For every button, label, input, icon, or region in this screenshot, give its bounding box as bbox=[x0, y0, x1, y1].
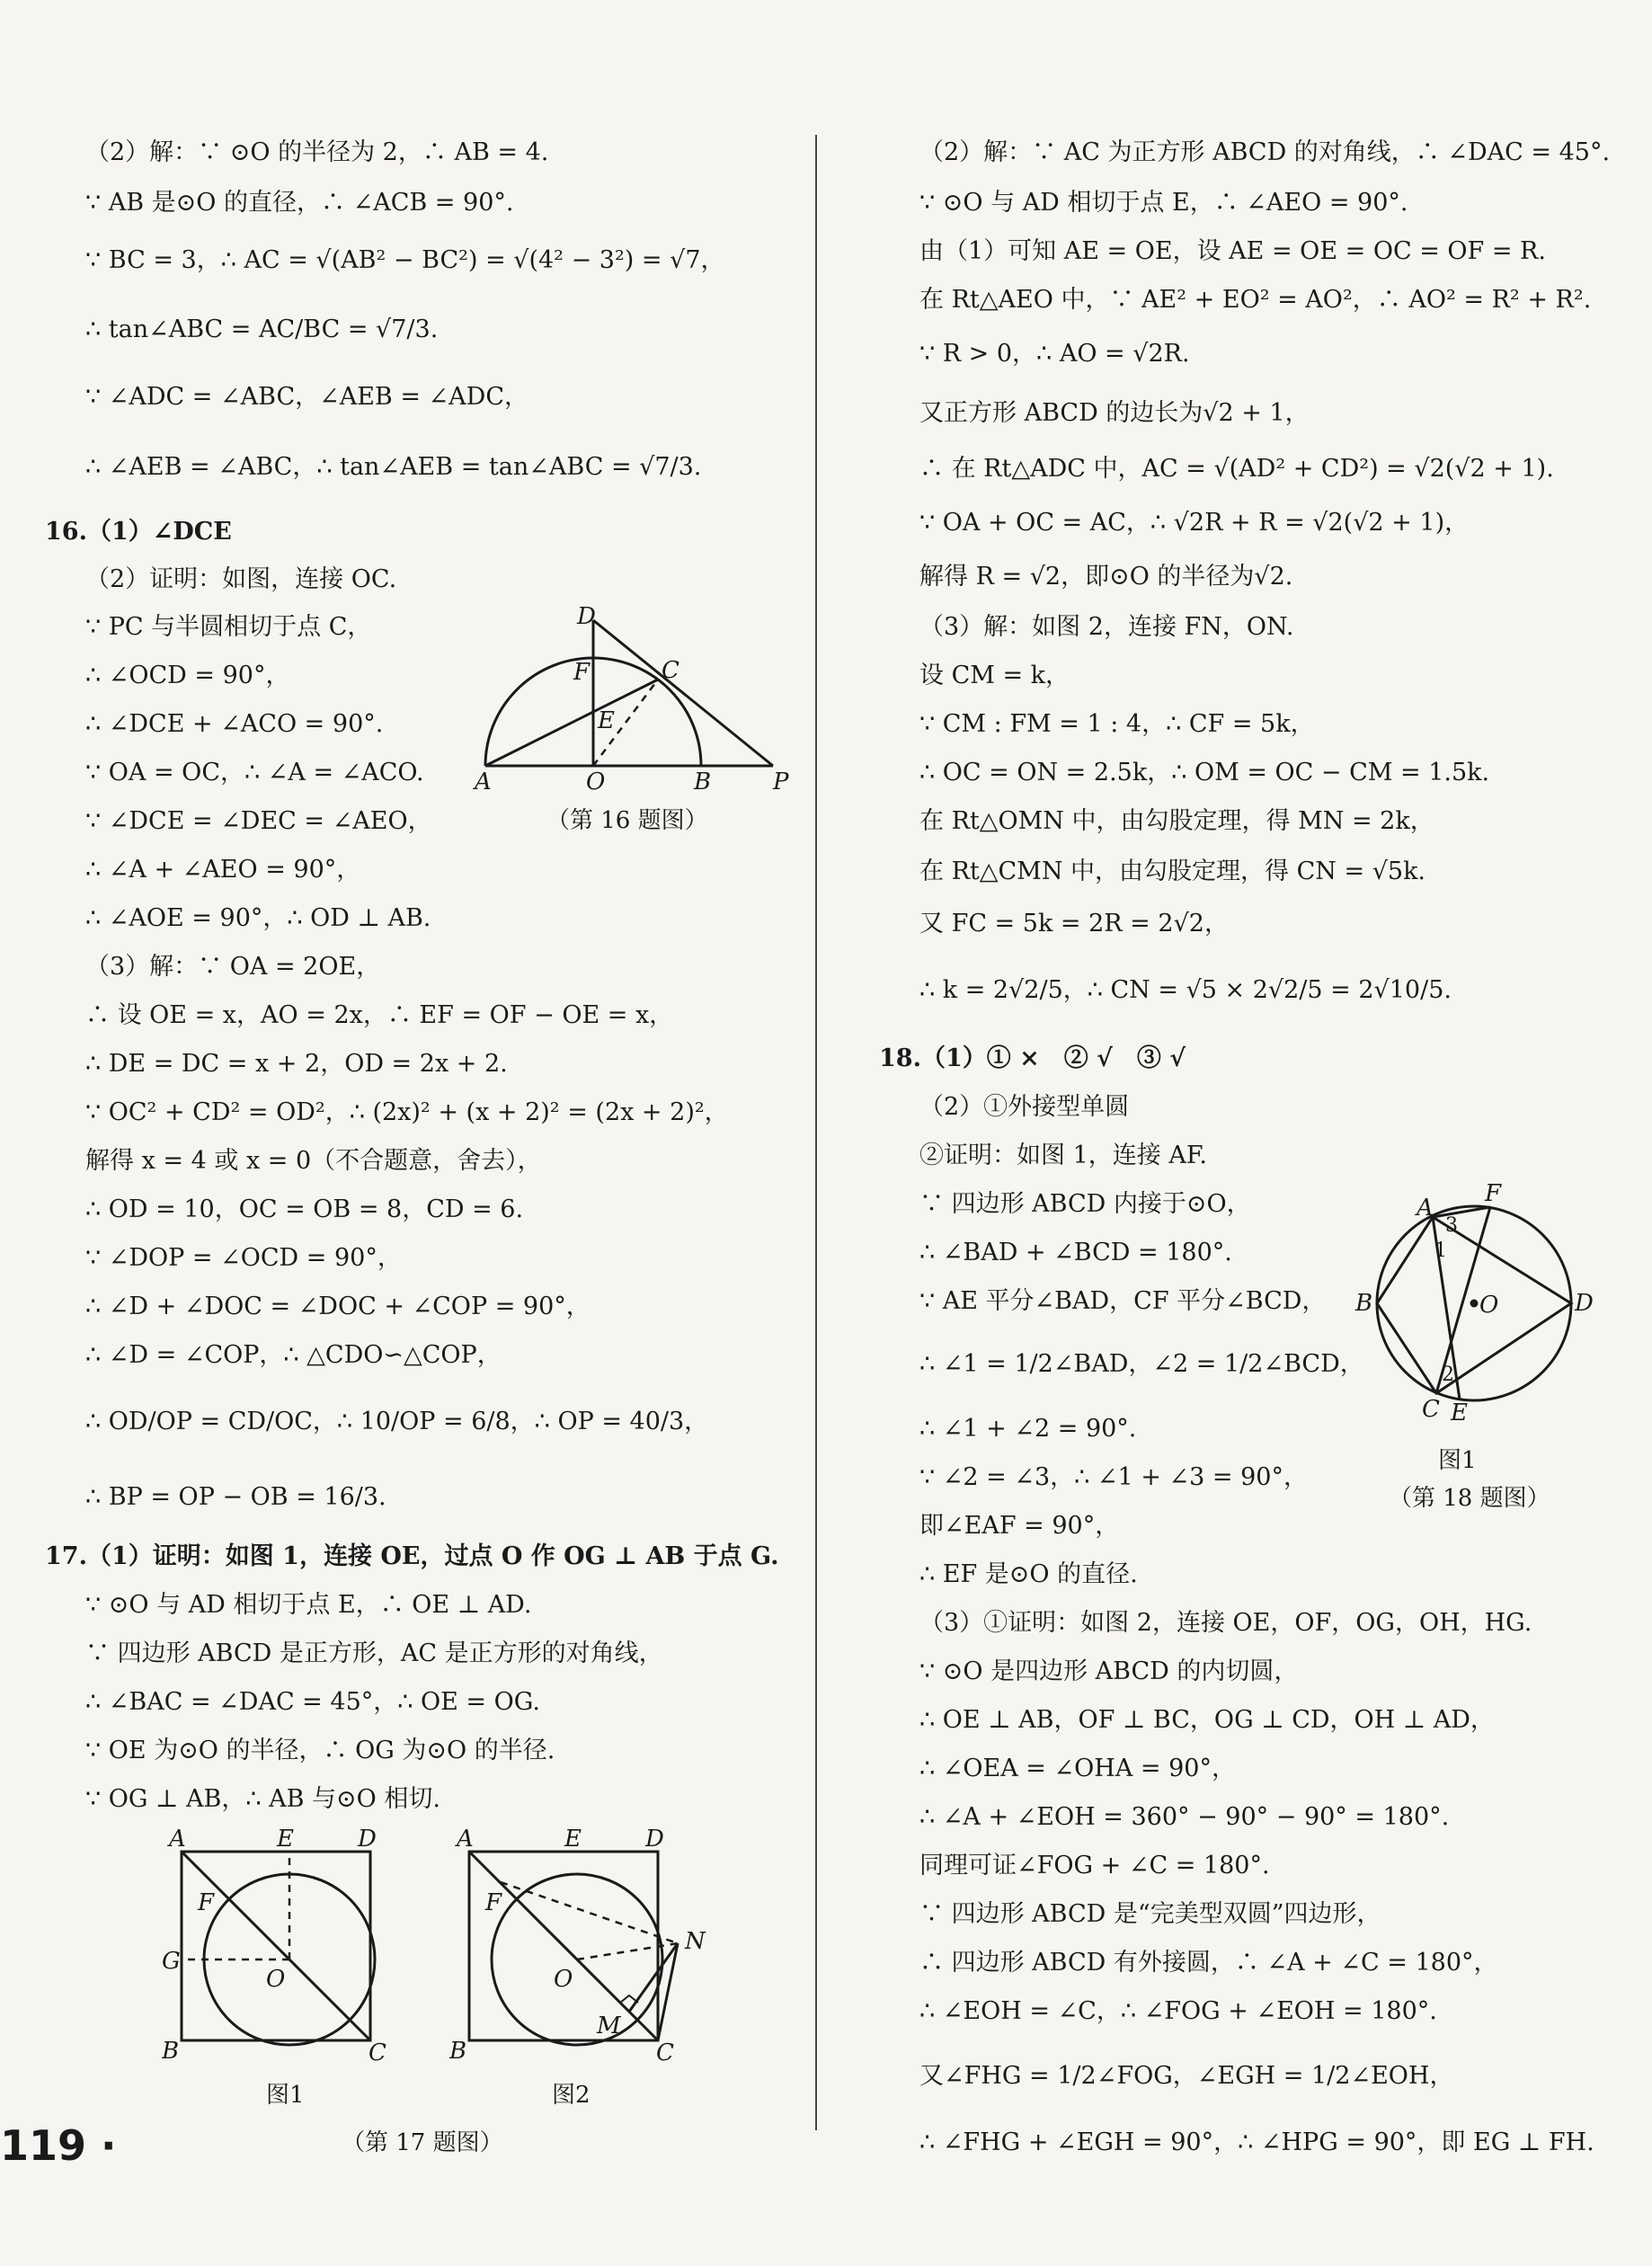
text-line: ∴ ∠EOH = ∠C，∴ ∠FOG + ∠EOH = 180°. bbox=[919, 1997, 1437, 2025]
text-line: （2）①外接型单圆 bbox=[919, 1093, 1130, 1121]
label-f: F bbox=[485, 1889, 502, 1916]
label-1: 1 bbox=[1434, 1240, 1447, 1262]
text-line: ∴ ∠OCD = 90°， bbox=[85, 662, 290, 689]
problem-18-heading: 18.（1）① × ② √ ③ √ bbox=[879, 1044, 1186, 1072]
figure-16 bbox=[467, 604, 800, 793]
text-line: ∵ ∠DCE = ∠DEC = ∠AEO， bbox=[85, 807, 432, 835]
label-c: C bbox=[656, 2039, 674, 2066]
label-e: E bbox=[564, 1826, 582, 1853]
label-3: 3 bbox=[1445, 1214, 1458, 1237]
text-line: ∵ CM : FM = 1 : 4，∴ CF = 5k， bbox=[919, 710, 1315, 738]
label-b: B bbox=[694, 769, 712, 793]
text-line: ∴ ∠AOE = 90°，∴ OD ⊥ AB. bbox=[85, 904, 431, 932]
label-d: D bbox=[358, 1826, 377, 1853]
diagonal-ac bbox=[469, 1852, 658, 2040]
text-line: 在 Rt△OMN 中，由勾股定理，得 MN = 2k， bbox=[919, 807, 1434, 835]
segment-fn bbox=[501, 1882, 678, 1943]
text-line: ∴ ∠FHG + ∠EGH = 90°，∴ ∠HPG = 90°，即 EG ⊥ FH. bbox=[919, 2128, 1594, 2156]
text-line: ∴ 四边形 ABCD 有外接圆，∴ ∠A + ∠C = 180°， bbox=[919, 1949, 1498, 1977]
figure-17-caption: （第 17 题图） bbox=[342, 2129, 503, 2156]
label-a: A bbox=[1417, 1195, 1434, 1222]
text-line: ∵ PC 与半圆相切于点 C， bbox=[85, 613, 372, 641]
label-o: O bbox=[266, 1966, 286, 1993]
text-line: （3）①证明：如图 2，连接 OE，OF，OG，OH，HG. bbox=[919, 1609, 1532, 1637]
text-line: ∴ ∠DCE + ∠ACO = 90°. bbox=[85, 710, 384, 738]
label-f: F bbox=[1485, 1180, 1502, 1207]
figure-18-caption: （第 18 题图） bbox=[1389, 1485, 1550, 1512]
label-2: 2 bbox=[1442, 1364, 1454, 1386]
tangent-dp bbox=[593, 620, 773, 766]
text-line: ∵ 四边形 ABCD 内接于⊙O， bbox=[919, 1190, 1251, 1218]
text-line: ∵ BC = 3，∴ AC = √(AB² − BC²) = √(4² − 3²) = √7， bbox=[85, 246, 725, 274]
figure-17-sub2: 图2 bbox=[552, 2082, 591, 2109]
label-d: D bbox=[645, 1826, 664, 1853]
text-line: 又 FC = 5k = 2R = 2√2， bbox=[919, 910, 1229, 938]
text-line: （3）解：如图 2，连接 FN，ON. bbox=[919, 613, 1294, 641]
label-b: B bbox=[1355, 1290, 1373, 1317]
text-line: ∵ OE 为⊙O 的半径，∴ OG 为⊙O 的半径. bbox=[85, 1737, 555, 1764]
right-angle-mark bbox=[620, 1995, 638, 2003]
text-line: ∵ 四边形 ABCD 是“完美型双圆”四边形， bbox=[919, 1900, 1381, 1928]
text-line: ∵ ⊙O 是四边形 ABCD 的内切圆， bbox=[919, 1657, 1299, 1685]
text-line: （2）解：∵ AC 为正方形 ABCD 的对角线，∴ ∠DAC = 45°. bbox=[919, 138, 1611, 166]
label-g: G bbox=[162, 1948, 181, 1975]
center-dot bbox=[1471, 1301, 1477, 1306]
label-d: D bbox=[577, 604, 596, 630]
label-e: E bbox=[598, 707, 615, 734]
page-number: 119 · bbox=[0, 2121, 117, 2170]
text-line: ∵ ∠DOP = ∠OCD = 90°， bbox=[85, 1244, 402, 1272]
label-c: C bbox=[369, 2039, 386, 2066]
label-f: F bbox=[198, 1889, 215, 1916]
text-line: ∴ OD = 10，OC = OB = 8，CD = 6. bbox=[85, 1195, 524, 1223]
label-o: O bbox=[1479, 1292, 1499, 1319]
text-line: （3）解：∵ OA = 2OE， bbox=[85, 953, 381, 981]
label-a: A bbox=[169, 1826, 186, 1853]
text-line: ∴ ∠OEA = ∠OHA = 90°， bbox=[919, 1755, 1236, 1782]
text-line: ∵ 四边形 ABCD 是正方形，AC 是正方形的对角线， bbox=[85, 1640, 663, 1667]
figure-16-caption: （第 16 题图） bbox=[546, 807, 708, 834]
text-line: ②证明：如图 1，连接 AF. bbox=[919, 1142, 1207, 1169]
text-line: （2）证明：如图，连接 OC. bbox=[85, 565, 397, 593]
text-line: ∴ ∠1 + ∠2 = 90°. bbox=[919, 1415, 1137, 1443]
text-line: ∴ k = 2√2/5，∴ CN = √5 × 2√2/5 = 2√10/5. bbox=[919, 976, 1452, 1004]
text-line: ∵ ∠ADC = ∠ABC，∠AEB = ∠ADC， bbox=[85, 383, 528, 411]
label-o: O bbox=[586, 769, 606, 793]
label-p: P bbox=[773, 769, 789, 793]
text-line: 又正方形 ABCD 的边长为√2 + 1， bbox=[919, 399, 1310, 427]
label-f: F bbox=[573, 659, 591, 686]
text-line: ∴ ∠BAD + ∠BCD = 180°. bbox=[919, 1239, 1232, 1266]
text-line: 在 Rt△AEO 中，∵ AE² + EO² = AO²，∴ AO² = R² + R². bbox=[919, 286, 1592, 314]
label-b: B bbox=[449, 2038, 467, 2065]
text-line: ∴ ∠1 = 1/2∠BAD，∠2 = 1/2∠BCD， bbox=[919, 1350, 1364, 1378]
text-line: ∴ ∠D + ∠DOC = ∠DOC + ∠COP = 90°， bbox=[85, 1293, 591, 1320]
text-line: ∴ ∠BAC = ∠DAC = 45°，∴ OE = OG. bbox=[85, 1688, 540, 1716]
figure-18 bbox=[1339, 1177, 1609, 1438]
figure-17-sub1: 图1 bbox=[266, 2082, 305, 2109]
text-line: ∴ BP = OP − OB = 16/3. bbox=[85, 1483, 386, 1511]
text-line: 又∠FHG = 1/2∠FOG，∠EGH = 1/2∠EOH， bbox=[919, 2062, 1454, 2090]
label-e: E bbox=[1451, 1400, 1468, 1426]
text-line: ∴ 设 OE = x，AO = 2x，∴ EF = OF − OE = x， bbox=[85, 1001, 674, 1029]
text-line: ∵ R > 0，∴ AO = √2R. bbox=[919, 340, 1190, 368]
figure-17-1 bbox=[162, 1825, 395, 2067]
label-b: B bbox=[162, 2038, 180, 2065]
text-line: 即∠EAF = 90°， bbox=[919, 1512, 1120, 1540]
text-line: ∴ OE ⊥ AB，OF ⊥ BC，OG ⊥ CD，OH ⊥ AD， bbox=[919, 1706, 1495, 1734]
text-line: ∵ OA + OC = AC，∴ √2R + R = √2(√2 + 1)， bbox=[919, 509, 1470, 537]
text-line: ∵ OA = OC，∴ ∠A = ∠ACO. bbox=[85, 759, 424, 786]
label-a: A bbox=[475, 769, 492, 793]
label-m: M bbox=[597, 2013, 621, 2039]
text-line: 在 Rt△CMN 中，由勾股定理，得 CN = √5k. bbox=[919, 858, 1426, 885]
label-e: E bbox=[277, 1826, 294, 1853]
text-line: 由（1）可知 AE = OE，设 AE = OE = OC = OF = R. bbox=[919, 237, 1546, 265]
column-divider bbox=[815, 135, 817, 2130]
text-line: ∴ DE = DC = x + 2，OD = 2x + 2. bbox=[85, 1050, 508, 1078]
label-n: N bbox=[685, 1928, 706, 1955]
text-line: ∴ OD/OP = CD/OC，∴ 10/OP = 6/8，∴ OP = 40/3， bbox=[85, 1408, 709, 1435]
label-c: C bbox=[662, 657, 679, 684]
text-line: ∵ OG ⊥ AB，∴ AB 与⊙O 相切. bbox=[85, 1785, 440, 1813]
text-line: ∴ ∠A + ∠AEO = 90°， bbox=[85, 856, 361, 884]
label-d: D bbox=[1575, 1290, 1594, 1317]
text-line: ∵ ⊙O 与 AD 相切于点 E，∴ OE ⊥ AD. bbox=[85, 1591, 532, 1619]
text-line: 同理可证∠FOG + ∠C = 180°. bbox=[919, 1852, 1270, 1879]
problem-17-heading: 17.（1）证明：如图 1，连接 OE，过点 O 作 OG ⊥ AB 于点 G. bbox=[45, 1542, 779, 1570]
problem-16-heading: 16.（1）∠DCE bbox=[45, 518, 232, 546]
text-line: 解得 x = 4 或 x = 0（不合题意，舍去）， bbox=[85, 1147, 542, 1175]
text-line: ∴ 在 Rt△ADC 中，AC = √(AD² + CD²) = √2(√2 + 1). bbox=[919, 455, 1554, 483]
figure-17-2 bbox=[449, 1825, 719, 2067]
text-line: ∴ tan∠ABC = AC/BC = √7/3. bbox=[85, 315, 439, 343]
text-line: ∴ OC = ON = 2.5k，∴ OM = OC − CM = 1.5k. bbox=[919, 759, 1490, 786]
text-line: 解得 R = √2，即⊙O 的半径为√2. bbox=[919, 563, 1293, 591]
text-line: ∵ ∠2 = ∠3，∴ ∠1 + ∠3 = 90°， bbox=[919, 1463, 1308, 1491]
text-line: ∴ ∠AEB = ∠ABC，∴ tan∠AEB = tan∠ABC = √7/3. bbox=[85, 453, 702, 481]
text-line: 设 CM = k， bbox=[919, 662, 1070, 689]
text-line: ∴ EF 是⊙O 的直径. bbox=[919, 1560, 1138, 1588]
label-c: C bbox=[1422, 1396, 1440, 1423]
text-line: ∴ ∠A + ∠EOH = 360° − 90° − 90° = 180°. bbox=[919, 1803, 1450, 1831]
text-line: ∴ ∠D = ∠COP，∴ △CDO∽△COP， bbox=[85, 1341, 502, 1369]
text-line: ∵ ⊙O 与 AD 相切于点 E，∴ ∠AEO = 90°. bbox=[919, 189, 1408, 217]
figure-18-sub: 图1 bbox=[1438, 1447, 1477, 1474]
text-line: ∵ OC² + CD² = OD²，∴ (2x)² + (x + 2)² = (2x + 2)²， bbox=[85, 1098, 729, 1126]
segment-ac bbox=[485, 680, 658, 766]
text-line: ∵ AB 是⊙O 的直径，∴ ∠ACB = 90°. bbox=[85, 189, 514, 217]
text-line: ∵ AE 平分∠BAD，CF 平分∠BCD， bbox=[919, 1287, 1327, 1315]
diagonal-ac bbox=[182, 1852, 370, 2040]
text-line: （2）解：∵ ⊙O 的半径为 2，∴ AB = 4. bbox=[85, 138, 549, 166]
label-o: O bbox=[554, 1966, 573, 1993]
label-a: A bbox=[457, 1826, 474, 1853]
